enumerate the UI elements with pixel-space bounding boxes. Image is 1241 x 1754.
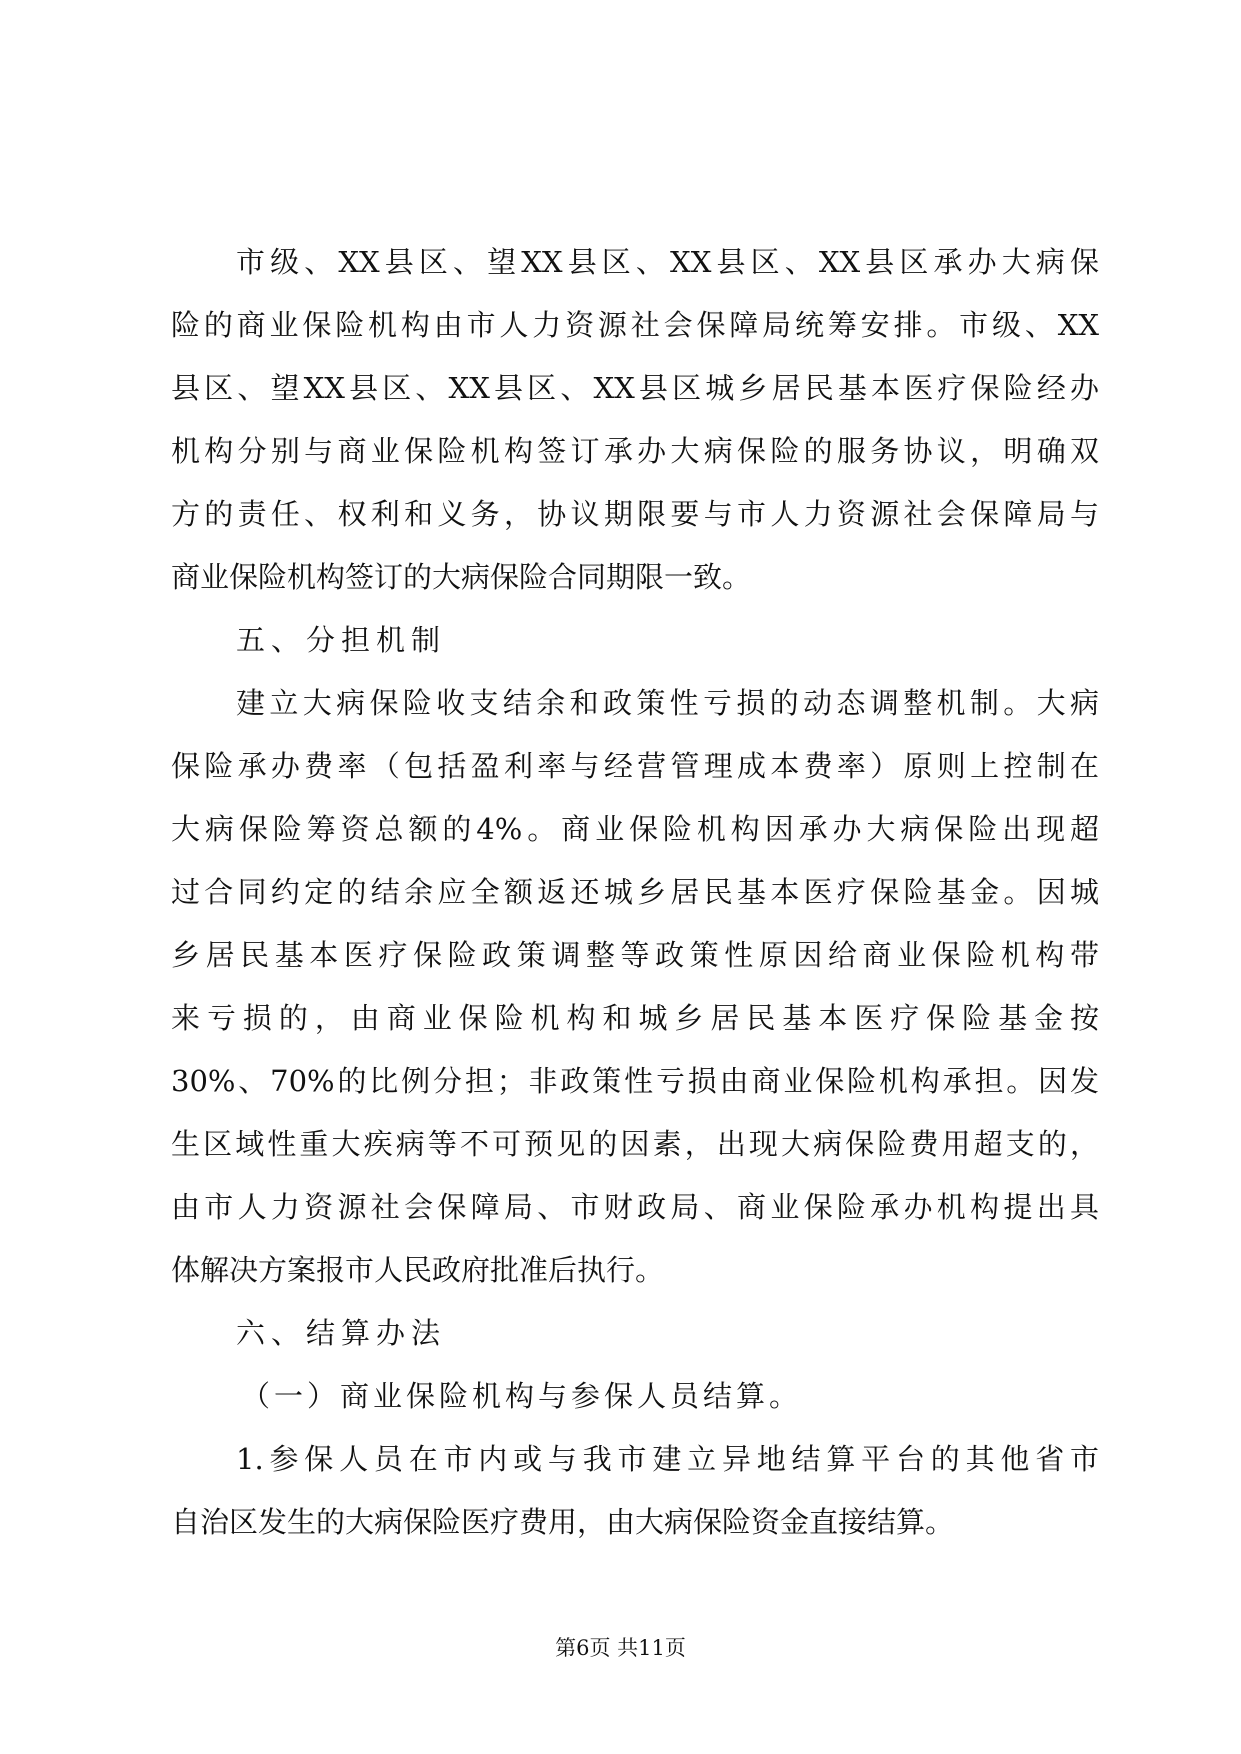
section-heading: 六、结算办法 (236, 1316, 447, 1350)
paragraph-line: 大病保险筹资总额的4%。商业保险机构因承办大病保险出现超 (171, 812, 1099, 846)
paragraph-line: 方的责任、权利和义务，协议期限要与市人力资源社会保障局与 (171, 497, 1099, 531)
paragraph-line: 险的商业保险机构由市人力资源社会保障局统筹安排。市级、XX (171, 308, 1099, 342)
paragraph-line: 过合同约定的结余应全额返还城乡居民基本医疗保险基金。因城 (171, 875, 1099, 909)
paragraph-line: 市级、XX县区、望XX县区、XX县区、XX县区承办大病保 (236, 245, 1099, 279)
document-body (171, 231, 1099, 1554)
paragraph-line: 县区、望XX县区、XX县区、XX县区城乡居民基本医疗保险经办 (171, 371, 1099, 405)
paragraph-line: 生区域性重大疾病等不可预见的因素，出现大病保险费用超支的， (171, 1127, 1099, 1161)
paragraph-line: 由市人力资源社会保障局、市财政局、商业保险承办机构提出具 (171, 1190, 1099, 1224)
page-footer: 第6页 共11页 (555, 1636, 686, 1660)
paragraph-line: 体解决方案报市人民政府批准后执行。 (171, 1253, 665, 1287)
paragraph-line: 保险承办费率（包括盈利率与经营管理成本费率）原则上控制在 (171, 749, 1099, 783)
paragraph-line: 自治区发生的大病保险医疗费用，由大病保险资金直接结算。 (171, 1505, 955, 1539)
paragraph-line: 乡居民基本医疗保险政策调整等政策性原因给商业保险机构带 (171, 938, 1099, 972)
paragraph-line: 1.参保人员在市内或与我市建立异地结算平台的其他省市 (236, 1442, 1099, 1476)
section-heading: 五、分担机制 (236, 623, 447, 657)
paragraph-line: 机构分别与商业保险机构签订承办大病保险的服务协议，明确双 (171, 434, 1099, 468)
paragraph-line: 商业保险机构签订的大病保险合同期限一致。 (171, 560, 752, 594)
paragraph-line: 建立大病保险收支结余和政策性亏损的动态调整机制。大病 (236, 686, 1099, 720)
paragraph-line: 30%、70%的比例分担；非政策性亏损由商业保险机构承担。因发 (171, 1064, 1099, 1098)
paragraph-line: 来亏损的，由商业保险机构和城乡居民基本医疗保险基金按 (171, 1001, 1099, 1035)
subsection-heading: （一）商业保险机构与参保人员结算。 (241, 1379, 803, 1413)
